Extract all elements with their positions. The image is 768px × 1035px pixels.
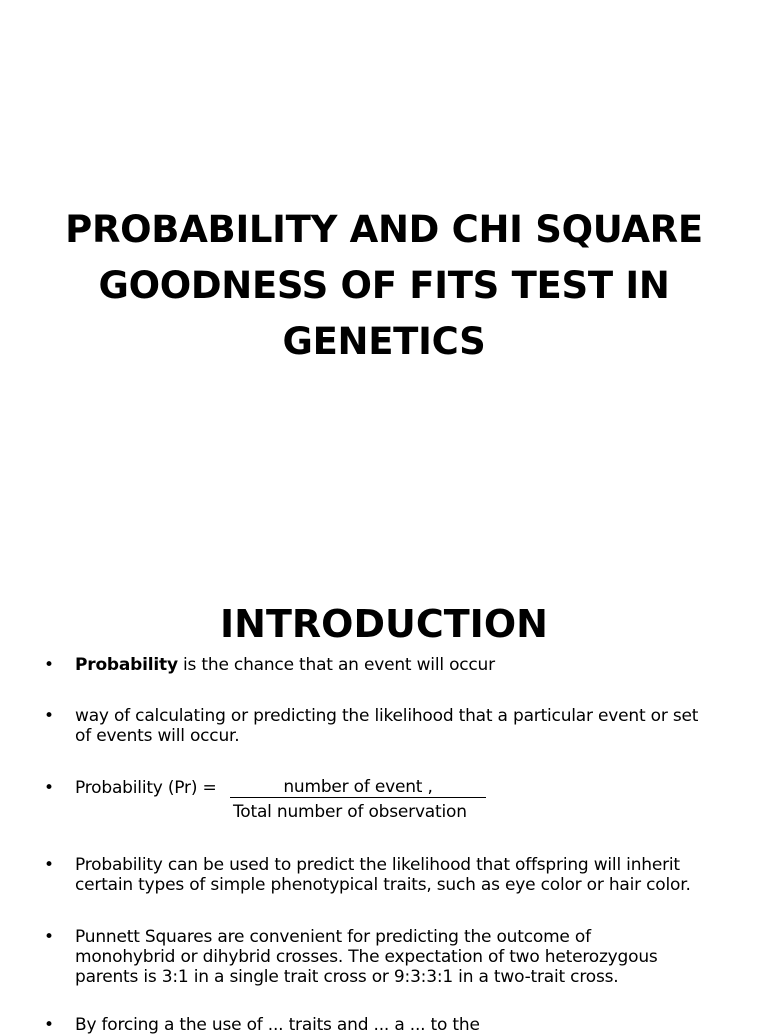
bold-term: Probability (75, 655, 178, 675)
bullet-text (75, 855, 730, 895)
bullet-dot: • (44, 655, 54, 675)
title-line-1: PROBABILITY AND CHI SQUARE (65, 208, 703, 251)
formula-denominator: Total number of observation (233, 802, 467, 822)
bullet-line: parents is 3:1 in a single trait cross or 9:3:3:1 in a two-trait cross. (75, 967, 619, 987)
bullet-text (75, 655, 730, 675)
bullet-dot: • (44, 927, 54, 947)
title-line-2: GOODNESS OF FITS TEST IN (98, 264, 670, 307)
formula-numerator: number of event , (230, 778, 486, 798)
bullet-dot: • (44, 855, 54, 875)
formula-label: Probability (Pr) = (75, 778, 217, 798)
bullet-line: Probability can be used to predict the likelihood that offspring will inherit (75, 855, 680, 875)
bullet-text (75, 927, 730, 987)
bullet-line: certain types of simple phenotypical traits, such as eye color or hair color. (75, 875, 691, 895)
title-line-3: GENETICS (282, 320, 486, 363)
bullet-dot: • (44, 1015, 54, 1035)
bullet-line: way of calculating or predicting the likelihood that a particular event or set (75, 706, 699, 726)
bullet-line: of events will occur. (75, 726, 240, 746)
bullet-text (75, 1015, 730, 1035)
bullet-dot: • (44, 778, 54, 798)
bullet-line: monohybrid or dihybrid crosses. The expectation of two heterozygous (75, 947, 658, 967)
introduction-heading: INTRODUCTION (220, 602, 548, 646)
slide-title (40, 202, 728, 370)
bullet-line: Punnett Squares are convenient for predicting the outcome of (75, 927, 591, 947)
bullet-text (75, 706, 730, 746)
bullet-line: By forcing a the use of ... traits and ... a ... to the (75, 1015, 480, 1035)
bullet-text-rest: is the chance that an event will occur (177, 655, 495, 675)
bullet-dot: • (44, 706, 54, 726)
